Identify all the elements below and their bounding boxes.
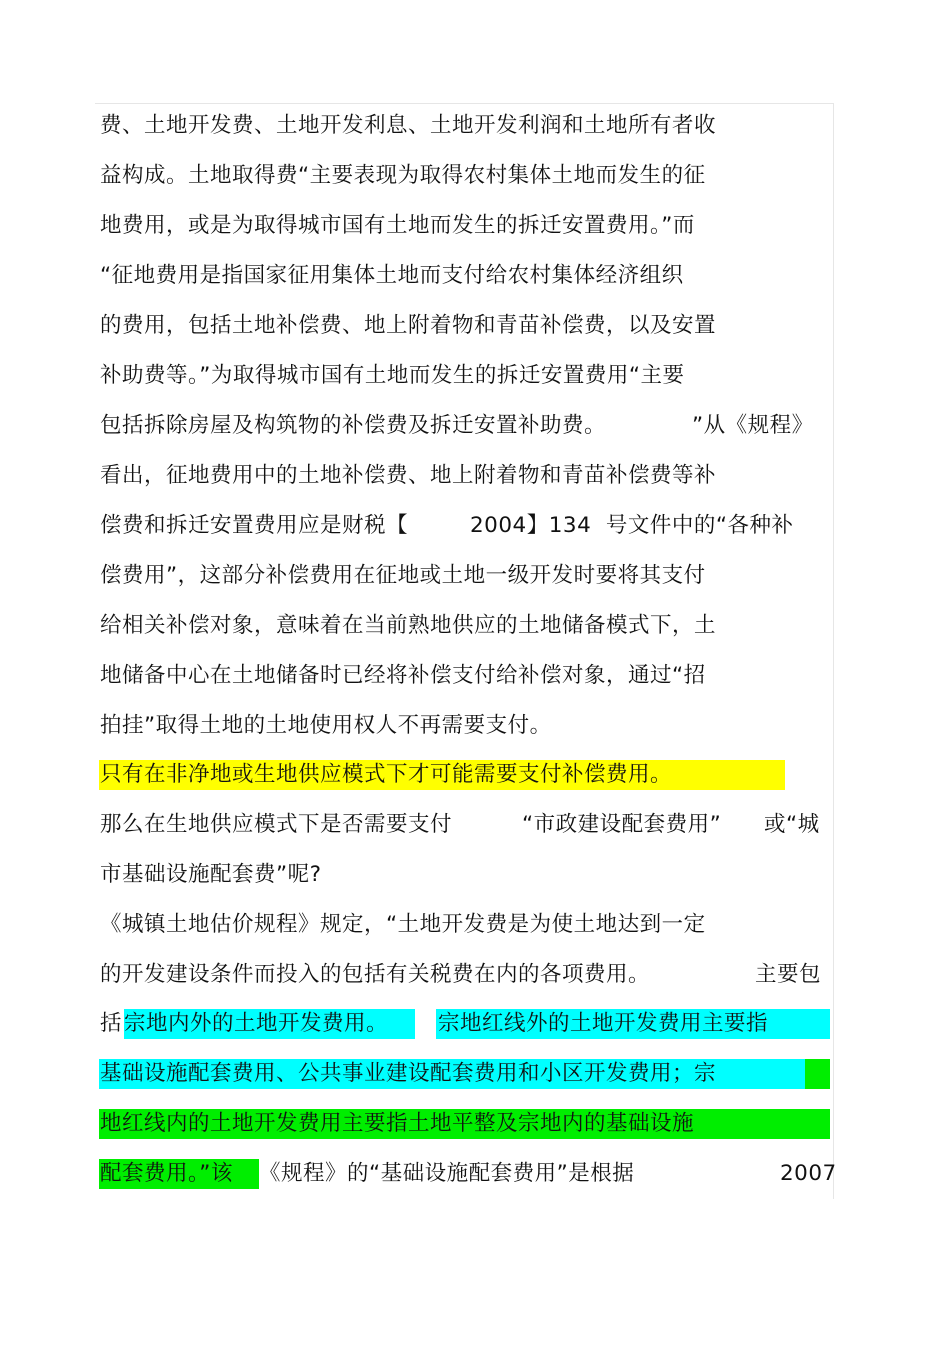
text-line-22-rest: 《规程》的“基础设施配套费用”是根据 — [259, 1161, 635, 1186]
text-line-21: 地红线内的土地开发费用主要指土地平整及宗地内的基础设施 — [100, 1111, 695, 1136]
text-line-19: 括 — [100, 1011, 123, 1036]
text-line-15-mid: “市政建设配套费用” — [522, 812, 722, 837]
text-line-15: 那么在生地供应模式下是否需要支付 — [100, 812, 453, 837]
text-line-4: “征地费用是指国家征用集体土地而支付给农村集体经济组织 — [100, 263, 684, 288]
text-line-20: 基础设施配套费用、公共事业建设配套费用和小区开发费用；宗 — [100, 1061, 717, 1086]
highlight-green-1 — [805, 1059, 830, 1089]
text-line-9: 偿费和拆迁安置费用应是财税【 — [100, 513, 409, 538]
text-line-13: 拍挂”取得土地的土地使用权人不再需要支付。 — [100, 713, 552, 738]
text-line-18: 的开发建设条件而投入的包括有关税费在内的各项费用。 — [100, 962, 651, 987]
text-line-8: 看出，征地费用中的土地补偿费、地上附着物和青苗补偿费等补 — [100, 463, 717, 488]
text-line-5: 的费用，包括土地补偿费、地上附着物和青苗补偿费，以及安置 — [100, 313, 717, 338]
text-line-14-highlighted: 只有在非净地或生地供应模式下才可能需要支付补偿费用。 — [100, 762, 673, 787]
text-line-7: 包括拆除房屋及构筑物的补偿费及拆迁安置补助费。 — [100, 413, 607, 438]
text-line-10: 偿费用”，这部分补偿费用在征地或土地一级开发时要将其支付 — [100, 563, 706, 588]
text-line-16: 市基础设施配套费”呢? — [100, 862, 322, 887]
text-line-18-right: 主要包 — [755, 962, 822, 987]
text-line-22-green: 配套费用。”该 — [100, 1161, 233, 1186]
text-line-9-mid: 2004】134 号文件中的“各种补 — [470, 513, 794, 538]
text-line-7-right: ”从《规程》 — [692, 413, 814, 438]
text-line-15-right: 或“城 — [764, 812, 820, 837]
text-line-17: 《城镇土地估价规程》规定，“土地开发费是为使土地达到一定 — [100, 912, 706, 937]
text-line-12: 地储备中心在土地储备时已经将补偿支付给补偿对象，通过“招 — [100, 663, 706, 688]
text-line-6: 补助费等。”为取得城市国有土地而发生的拆迁安置费用“主要 — [100, 363, 685, 388]
text-line-11: 给相关补偿对象，意味着在当前熟地供应的土地储备模式下，土 — [100, 613, 717, 638]
text-line-3: 地费用，或是为取得城市国有土地而发生的拆迁安置费用。”而 — [100, 213, 695, 238]
text-line-22-right: 2007 — [780, 1161, 837, 1186]
text-line-2: 益构成。土地取得费“主要表现为取得农村集体土地而发生的征 — [100, 163, 706, 188]
text-line-1: 费、土地开发费、土地开发利息、土地开发利润和土地所有者收 — [100, 113, 717, 138]
text-line-19-cyan-b: 宗地红线外的土地开发费用主要指 — [438, 1011, 769, 1036]
text-line-19-cyan-a: 宗地内外的土地开发费用。 — [124, 1011, 389, 1036]
